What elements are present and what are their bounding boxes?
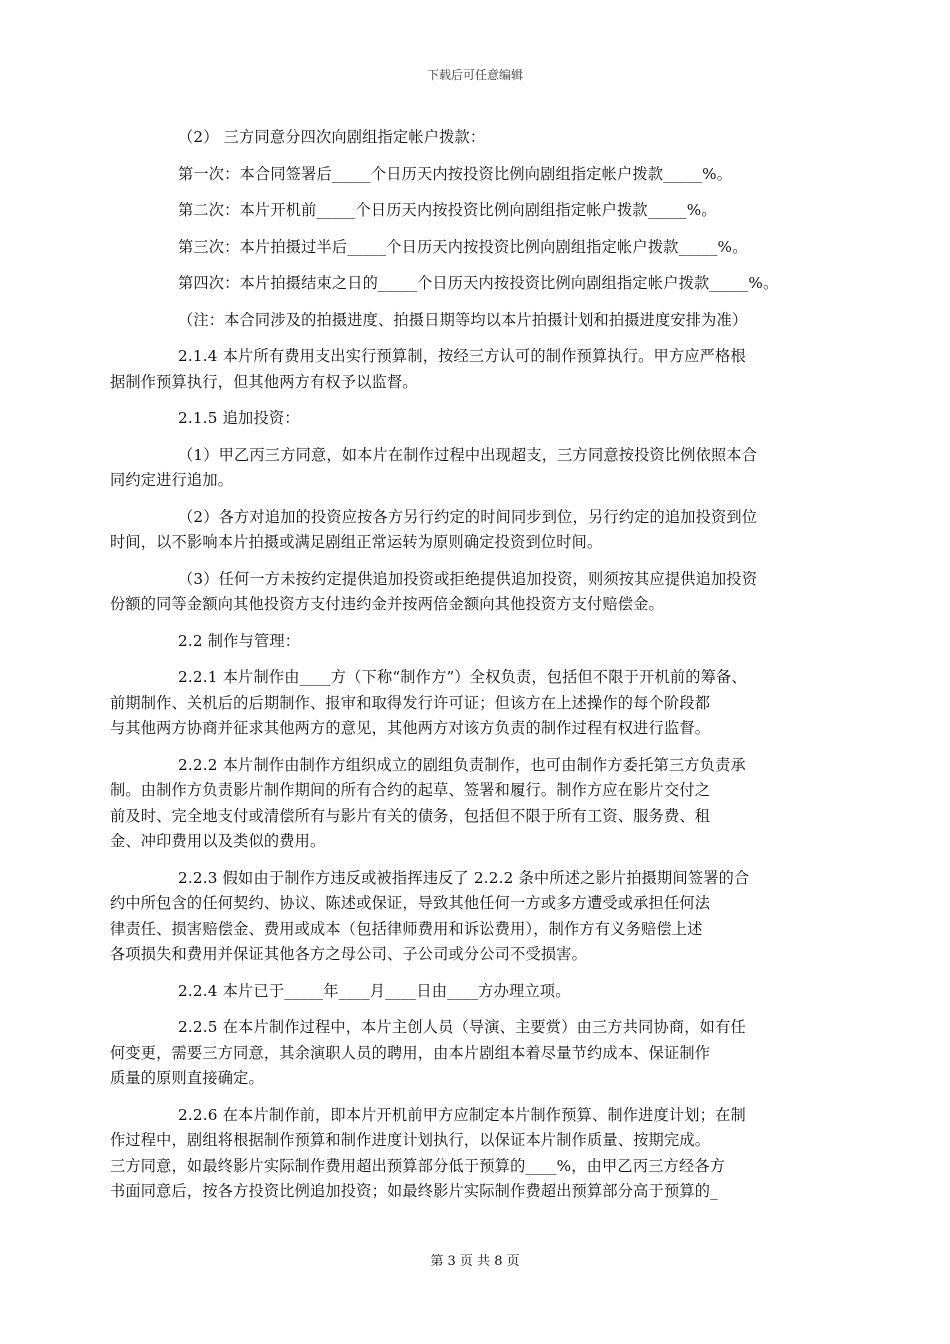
paragraph-line: 2.1.4 本片所有费用支出实行预算制，按经三方认可的制作预算执行。甲方应严格根 xyxy=(178,347,746,365)
paragraph-line: （2） 三方同意分四次向剧组指定帐户拨款： xyxy=(178,128,486,146)
paragraph-line: 时间，以不影响本片拍摄或满足剧组正常运转为原则确定投资到位时间。 xyxy=(110,533,603,551)
paragraph xyxy=(110,665,814,742)
paragraph-line: 第一次：本合同签署后_____个日历天内按投资比例向剧组指定帐户拨款_____%。 xyxy=(178,164,733,183)
paragraph-line: 作过程中，剧组将根据制作预算和制作进度计划执行，以保证本片制作质量、按期完成。 xyxy=(110,1131,711,1149)
paragraph-line: （1）甲乙丙三方同意，如本片在制作过程中出现超支，三方同意按投资比例依照本合 xyxy=(178,445,758,464)
page-header: 下载后可任意编辑 xyxy=(426,68,523,82)
paragraph-line: 2.2.5 在本片制作过程中，本片主创人员（导演、主要赏）由三方共同协商，如有任 xyxy=(178,1018,746,1036)
paragraph-line: 2.2.1 本片制作由____方（下称“制作方”）全权负责，包括但不限于开机前的筹备、 xyxy=(178,668,747,686)
paragraph xyxy=(144,271,814,297)
paragraph-line: 2.2 制作与管理： xyxy=(178,631,301,650)
paragraph-line: 2.2.6 在本片制作前，即本片开机前甲方应制定本片制作预算、制作进度计划；在制 xyxy=(178,1105,746,1124)
paragraph xyxy=(110,505,814,556)
paragraph xyxy=(110,753,814,855)
paragraph xyxy=(144,308,814,334)
paragraph-line: 2.2.2 本片制作由制作方组织成立的剧组负责制作，也可由制作方委托第三方负责承 xyxy=(178,755,746,774)
paragraph xyxy=(144,125,814,151)
paragraph xyxy=(110,866,814,968)
paragraph-line: （3）任何一方未按约定提供追加投资或拒绝提供追加投资，则须按其应提供追加投资 xyxy=(178,569,758,588)
paragraph xyxy=(144,198,814,224)
paragraph-line: 制。由制作方负责影片制作期间的所有合约的起草、签署和履行。制作方应在影片交付之 xyxy=(110,781,711,799)
paragraph xyxy=(144,979,814,1005)
paragraph-line: 约中所包含的任何契约、协议、陈述或保证，导致其他任何一方或多方遭受或承担任何法 xyxy=(110,894,711,912)
paragraph-line: （注：本合同涉及的拍摄进度、拍摄日期等均以本片拍摄计划和拍摄进度安排为准） xyxy=(178,310,748,329)
paragraph-line: 质量的原则直接确定。 xyxy=(110,1069,264,1087)
paragraph-line: 书面同意后，按各方投资比例追加投资；如最终影片实际制作费超出预算部分高于预算的_ xyxy=(110,1182,718,1200)
paragraph-line: 第二次：本片开机前_____个日历天内按投资比例向剧组指定帐户拨款_____%。 xyxy=(178,201,717,219)
paragraph-line: 与其他两方协商并征求其他两方的意见，其他两方对该方负责的制作过程有权进行监督。 xyxy=(110,719,711,737)
paragraph-line: （2）各方对追加的投资应按各方另行约定的时间同步到位，另行约定的追加投资到位 xyxy=(178,507,758,526)
paragraph xyxy=(110,1103,814,1205)
document-body xyxy=(110,125,814,1216)
paragraph xyxy=(110,344,814,395)
paragraph-line: 各项损失和费用并保证其他各方之母公司、子公司或分公司不受损害。 xyxy=(110,945,588,963)
paragraph-line: 份额的同等金额向其他投资方支付违约金并按两倍金额向其他投资方支付赔偿金。 xyxy=(110,595,664,613)
paragraph-line: 何变更，需要三方同意，其余演职人员的聘用，由本片剧组本着尽量节约成本、保证制作 xyxy=(110,1043,711,1062)
paragraph-line: 第三次：本片拍摄过半后_____个日历天内按投资比例向剧组指定帐户拨款_____%。 xyxy=(178,237,748,256)
paragraph-line: 据制作预算执行，但其他两方有权予以监督。 xyxy=(110,372,418,391)
paragraph-line: 前期制作、关机后的后期制作、报审和取得发行许可证；但该方在上述操作的每个阶段都 xyxy=(110,693,711,712)
paragraph xyxy=(110,1015,814,1092)
paragraph xyxy=(144,235,814,261)
paragraph-line: 第四次：本片拍摄结束之日的_____个日历天内按投资比例向剧组指定帐户拨款_____%。 xyxy=(178,274,779,292)
paragraph xyxy=(144,629,814,655)
paragraph-line: 金、冲印费用以及类似的费用。 xyxy=(110,832,326,850)
page-footer: 第 3 页 共 8 页 xyxy=(430,1254,520,1269)
paragraph-line: 律责任、损害赔偿金、费用或成本（包括律师费用和诉讼费用），制作方有义务赔偿上述 xyxy=(110,919,703,938)
paragraph xyxy=(144,162,814,188)
paragraph xyxy=(110,443,814,494)
paragraph xyxy=(110,567,814,618)
paragraph-line: 2.2.4 本片已于_____年____月____日由____方办理立项。 xyxy=(178,981,571,1000)
paragraph-line: 2.1.5 追加投资： xyxy=(178,409,300,427)
paragraph-line: 2.2.3 假如由于制作方违反或被指挥违反了 2.2.2 条中所述之影片拍摄期间签署的合 xyxy=(178,868,750,887)
paragraph-line: 同约定进行追加。 xyxy=(110,471,234,489)
paragraph-line: 前及时、完全地支付或清偿所有与影片有关的债务，包括但不限于所有工资、服务费、租 xyxy=(110,806,711,825)
paragraph xyxy=(144,406,814,432)
paragraph-line: 三方同意，如最终影片实际制作费用超出预算部分低于预算的____%，由甲乙丙三方经各方 xyxy=(110,1156,726,1175)
